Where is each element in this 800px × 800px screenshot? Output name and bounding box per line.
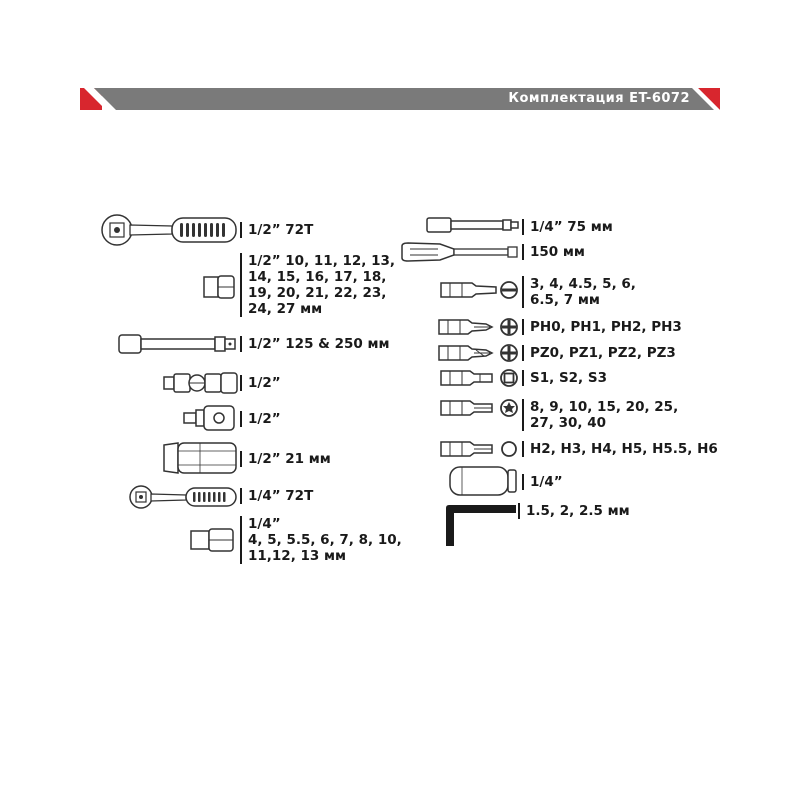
item-label: 1/2” 10, 11, 12, 13, 14, 15, 16, 17, 18, 19, 20, 21, 22, 23, 24, 27 мм xyxy=(240,253,395,317)
item-label: 1/4” xyxy=(522,474,563,490)
hex-bit-icon xyxy=(440,440,520,458)
adapter-icon xyxy=(183,405,237,431)
item-label: 150 мм xyxy=(522,244,585,260)
item-label: PZ0, PZ1, PZ2, PZ3 xyxy=(522,345,676,361)
extension-bar-icon xyxy=(118,333,238,355)
universal-joint-icon xyxy=(163,370,239,396)
phillips-bit-icon xyxy=(438,318,520,336)
item-label: 3, 4, 4.5, 5, 6, 6.5, 7 мм xyxy=(522,276,636,308)
ratchet-quarter-icon xyxy=(128,484,238,510)
item-label: 8, 9, 10, 15, 20, 25, 27, 30, 40 xyxy=(522,399,678,431)
header-banner xyxy=(80,88,720,110)
ratchet-half-icon xyxy=(100,213,240,247)
extension-quarter-icon xyxy=(426,216,520,234)
item-label: 1/4” 72T xyxy=(240,488,313,504)
socket-small-icon xyxy=(203,275,235,299)
socket-quarter-icon xyxy=(190,528,236,552)
item-label: 1.5, 2, 2.5 мм xyxy=(518,503,630,519)
hex-key-icon xyxy=(442,504,518,548)
item-label: H2, H3, H4, H5, H5.5, H6 xyxy=(522,441,718,457)
item-label: 1/2” 125 & 250 мм xyxy=(240,336,390,352)
pozidriv-bit-icon xyxy=(438,344,520,362)
spark-plug-socket-icon xyxy=(160,441,240,475)
item-label: 1/2” xyxy=(240,375,281,391)
screwdriver-handle-icon xyxy=(400,241,520,263)
slotted-bit-icon xyxy=(440,281,520,299)
page-title: Комплектация ET-6072 xyxy=(508,91,690,106)
deep-socket-icon xyxy=(448,466,518,496)
item-label: 1/2” 72T xyxy=(240,222,313,238)
item-label: S1, S2, S3 xyxy=(522,370,607,386)
item-label: 1/4” 75 мм xyxy=(522,219,613,235)
item-label: 1/2” xyxy=(240,411,281,427)
item-label: 1/4” 4, 5, 5.5, 6, 7, 8, 10, 11,12, 13 мм xyxy=(240,516,402,564)
torx-bit-icon xyxy=(440,399,520,417)
square-bit-icon xyxy=(440,369,520,387)
item-label: PH0, PH1, PH2, PH3 xyxy=(522,319,682,335)
item-label: 1/2” 21 мм xyxy=(240,451,331,467)
